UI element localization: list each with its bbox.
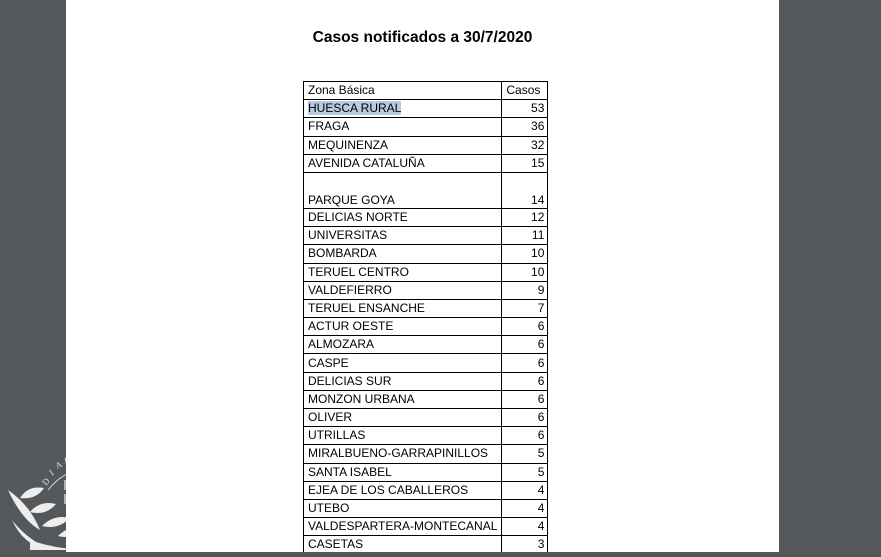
svg-text:R: R bbox=[63, 454, 72, 466]
zone-cell: EJEA DE LOS CABALLEROS bbox=[304, 481, 502, 499]
svg-text:V: V bbox=[115, 470, 128, 483]
cases-cell: 6 bbox=[502, 409, 548, 427]
svg-text:D: D bbox=[39, 475, 52, 488]
table-row bbox=[304, 427, 548, 445]
table-row bbox=[304, 372, 548, 390]
cases-cell: 14 bbox=[502, 172, 548, 208]
cases-cell: 3 bbox=[502, 536, 548, 552]
zone-cell: MONZON URBANA bbox=[304, 390, 502, 408]
zone-cell[interactable] bbox=[304, 100, 502, 118]
zone-cell: TERUEL ENSANCHE bbox=[304, 299, 502, 317]
table-row bbox=[304, 536, 548, 552]
zone-cell: TERUEL CENTRO bbox=[304, 263, 502, 281]
zone-cell: VALDESPARTERA-MONTECANAL bbox=[304, 518, 502, 536]
cases-table bbox=[303, 81, 548, 552]
cases-cell: 6 bbox=[502, 390, 548, 408]
cases-cell: 4 bbox=[502, 499, 548, 517]
svg-text:E: E bbox=[100, 456, 110, 468]
table-row bbox=[304, 136, 548, 154]
table-row bbox=[304, 100, 548, 118]
table-row bbox=[304, 336, 548, 354]
table-row bbox=[304, 263, 548, 281]
zone-cell: ACTUR OESTE bbox=[304, 318, 502, 336]
cases-cell: 15 bbox=[502, 154, 548, 172]
cases-cell: 36 bbox=[502, 118, 548, 136]
cases-cell: 11 bbox=[502, 227, 548, 245]
table-row bbox=[304, 354, 548, 372]
zone-cell: UNIVERSITAS bbox=[304, 227, 502, 245]
table-row bbox=[304, 518, 548, 536]
svg-text:D: D bbox=[91, 453, 101, 465]
cases-cell: 32 bbox=[502, 136, 548, 154]
zone-cell: PARQUE GOYA bbox=[304, 172, 502, 208]
zone-cell: OLIVER bbox=[304, 409, 502, 427]
document-title: Casos notificados a 30/7/2020 bbox=[312, 29, 533, 46]
table-row bbox=[304, 499, 548, 517]
cases-cell: 6 bbox=[502, 318, 548, 336]
cases-cell: 9 bbox=[502, 281, 548, 299]
document-page bbox=[66, 0, 779, 552]
zone-cell: UTRILLAS bbox=[304, 427, 502, 445]
zone-cell: ALMOZARA bbox=[304, 336, 502, 354]
cases-cell: 6 bbox=[502, 372, 548, 390]
table-row bbox=[304, 463, 548, 481]
svg-text:I: I bbox=[74, 453, 77, 463]
table-row bbox=[304, 445, 548, 463]
zone-cell: VALDEFIERRO bbox=[304, 281, 502, 299]
table-row bbox=[304, 390, 548, 408]
table-row bbox=[304, 245, 548, 263]
table-row bbox=[304, 481, 548, 499]
cases-cell: 5 bbox=[502, 445, 548, 463]
zone-cell: BOMBARDA bbox=[304, 245, 502, 263]
table-row bbox=[304, 299, 548, 317]
zone-cell: CASETAS bbox=[304, 536, 502, 552]
cases-cell: 4 bbox=[502, 518, 548, 536]
zone-cell: CASPE bbox=[304, 354, 502, 372]
svg-text:O: O bbox=[80, 452, 87, 462]
cases-cell: 5 bbox=[502, 463, 548, 481]
cases-cell: 10 bbox=[502, 263, 548, 281]
table-row bbox=[304, 281, 548, 299]
column-header-zone: Zona Básica bbox=[304, 82, 502, 100]
zone-cell: MIRALBUENO-GARRAPINILLOS bbox=[304, 445, 502, 463]
table-row bbox=[304, 227, 548, 245]
column-header-cases: Casos bbox=[502, 82, 548, 100]
table-row bbox=[304, 409, 548, 427]
cases-cell: 53 bbox=[502, 100, 548, 118]
zone-cell: UTEBO bbox=[304, 499, 502, 517]
zone-cell: DELICIAS NORTE bbox=[304, 208, 502, 226]
zone-cell: MEQUINENZA bbox=[304, 136, 502, 154]
svg-text:I: I bbox=[47, 467, 56, 478]
cases-cell: 6 bbox=[502, 427, 548, 445]
highlighted-text[interactable]: HUESCA RURAL bbox=[308, 101, 402, 116]
svg-text:A: A bbox=[108, 462, 120, 475]
svg-text:A: A bbox=[53, 459, 64, 471]
table-row bbox=[304, 208, 548, 226]
cases-cell: 12 bbox=[502, 208, 548, 226]
table-row bbox=[304, 172, 548, 208]
zone-cell: AVENIDA CATALUÑA bbox=[304, 154, 502, 172]
table-row bbox=[304, 118, 548, 136]
watermark-logo bbox=[0, 450, 170, 552]
laurel-logo-icon bbox=[0, 450, 170, 552]
zone-cell: FRAGA bbox=[304, 118, 502, 136]
zone-cell: SANTA ISABEL bbox=[304, 463, 502, 481]
table-row bbox=[304, 154, 548, 172]
zone-cell: DELICIAS SUR bbox=[304, 372, 502, 390]
cases-cell: 6 bbox=[502, 354, 548, 372]
table-header-row bbox=[304, 82, 548, 100]
cases-cell: 6 bbox=[502, 336, 548, 354]
cases-cell: 4 bbox=[502, 481, 548, 499]
cases-cell: 7 bbox=[502, 299, 548, 317]
table-row bbox=[304, 318, 548, 336]
cases-cell: 10 bbox=[502, 245, 548, 263]
